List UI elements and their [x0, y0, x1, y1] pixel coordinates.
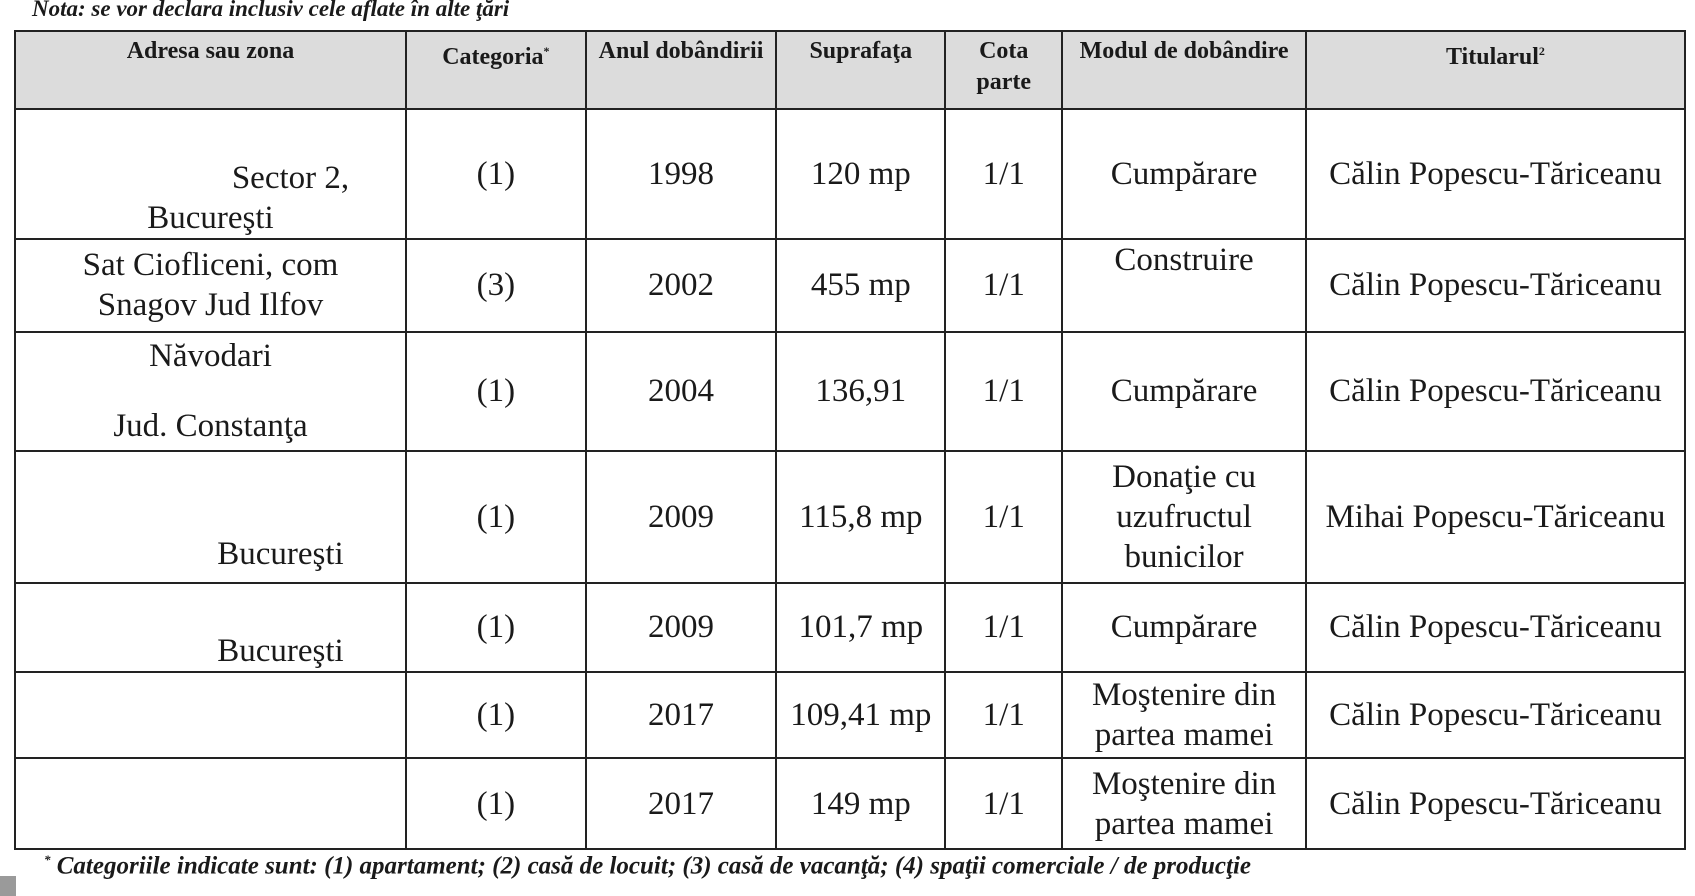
cell-share: 1/1 — [945, 109, 1062, 239]
category-footnote-mark: * — [543, 44, 550, 58]
cell-category: (1) — [406, 109, 586, 239]
table-row — [15, 239, 1685, 332]
cell-holder: Călin Popescu-Tăriceanu — [1306, 239, 1685, 332]
table-row — [15, 332, 1685, 452]
footnote-mark: * — [44, 852, 51, 867]
cell-method: Construire — [1062, 239, 1306, 332]
cell-category: (1) — [406, 583, 586, 672]
cell-share: 1/1 — [945, 332, 1062, 452]
cell-category: (1) — [406, 758, 586, 849]
cell-area: 101,7 mp — [776, 583, 945, 672]
cell-method: Cumpărare — [1062, 332, 1306, 452]
cell-year: 2017 — [586, 672, 777, 759]
cell-address — [15, 758, 406, 849]
cell-share: 1/1 — [945, 239, 1062, 332]
note-top: Nota: se vor declara inclusiv cele aflate în alte ţări — [32, 0, 510, 21]
cell-holder: Călin Popescu-Tăriceanu — [1306, 109, 1685, 239]
holder-footnote-mark: 2 — [1538, 44, 1545, 58]
header-share: Cota parte — [945, 31, 1062, 109]
cell-year: 2009 — [586, 451, 777, 583]
cell-share: 1/1 — [945, 451, 1062, 583]
table-row — [15, 109, 1685, 239]
footnote-text: Categoriile indicate sunt: (1) apartament; (2) casă de locuit; (3) casă de vacanţă; (4) spaţii comerciale / de producţie — [56, 852, 1252, 880]
cell-year: 1998 — [586, 109, 777, 239]
cell-area: 109,41 mp — [776, 672, 945, 759]
cell-year: 2017 — [586, 758, 777, 849]
cell-holder: Călin Popescu-Tăriceanu — [1306, 672, 1685, 759]
header-category: Categoria* — [406, 31, 586, 109]
real-estate-table — [14, 30, 1686, 850]
cell-area: 136,91 — [776, 332, 945, 452]
cell-address: Bucureşti — [15, 583, 406, 672]
cell-method: Donaţie cu uzufructul bunicilor — [1062, 451, 1306, 583]
cell-address — [15, 672, 406, 759]
cell-category: (1) — [406, 672, 586, 759]
cell-category: (1) — [406, 451, 586, 583]
cell-address: Sector 2, Bucureşti — [15, 109, 406, 239]
cell-area: 120 mp — [776, 109, 945, 239]
table-header-row — [15, 31, 1685, 109]
cell-category: (1) — [406, 332, 586, 452]
cell-share: 1/1 — [945, 758, 1062, 849]
cell-method: Moştenire din partea mamei — [1062, 758, 1306, 849]
cell-area: 149 mp — [776, 758, 945, 849]
cell-method: Cumpărare — [1062, 583, 1306, 672]
table-row — [15, 583, 1685, 672]
cell-year: 2004 — [586, 332, 777, 452]
category-footnote — [44, 852, 1251, 880]
cell-address: Năvodari Jud. Constanţa — [15, 332, 406, 452]
header-year: Anul dobândirii — [586, 31, 777, 109]
cell-share: 1/1 — [945, 672, 1062, 759]
cell-holder: Călin Popescu-Tăriceanu — [1306, 758, 1685, 849]
header-method: Modul de dobândire — [1062, 31, 1306, 109]
table-row — [15, 758, 1685, 849]
cell-method: Cumpărare — [1062, 109, 1306, 239]
cell-holder: Călin Popescu-Tăriceanu — [1306, 583, 1685, 672]
cell-area: 115,8 mp — [776, 451, 945, 583]
cell-year: 2009 — [586, 583, 777, 672]
cell-holder: Mihai Popescu-Tăriceanu — [1306, 451, 1685, 583]
cell-year: 2002 — [586, 239, 777, 332]
cell-holder: Călin Popescu-Tăriceanu — [1306, 332, 1685, 452]
cell-address: Bucureşti — [15, 451, 406, 583]
page-corner-badge — [0, 876, 16, 896]
header-address: Adresa sau zona — [15, 31, 406, 109]
cell-address: Sat Ciofliceni, com Snagov Jud Ilfov — [15, 239, 406, 332]
header-area: Suprafaţa — [776, 31, 945, 109]
table-row — [15, 672, 1685, 759]
cell-area: 455 mp — [776, 239, 945, 332]
cell-category: (3) — [406, 239, 586, 332]
cell-method: Moştenire din partea mamei — [1062, 672, 1306, 759]
table-row — [15, 451, 1685, 583]
cell-share: 1/1 — [945, 583, 1062, 672]
header-holder: Titularul$^2$ — [1306, 31, 1685, 109]
